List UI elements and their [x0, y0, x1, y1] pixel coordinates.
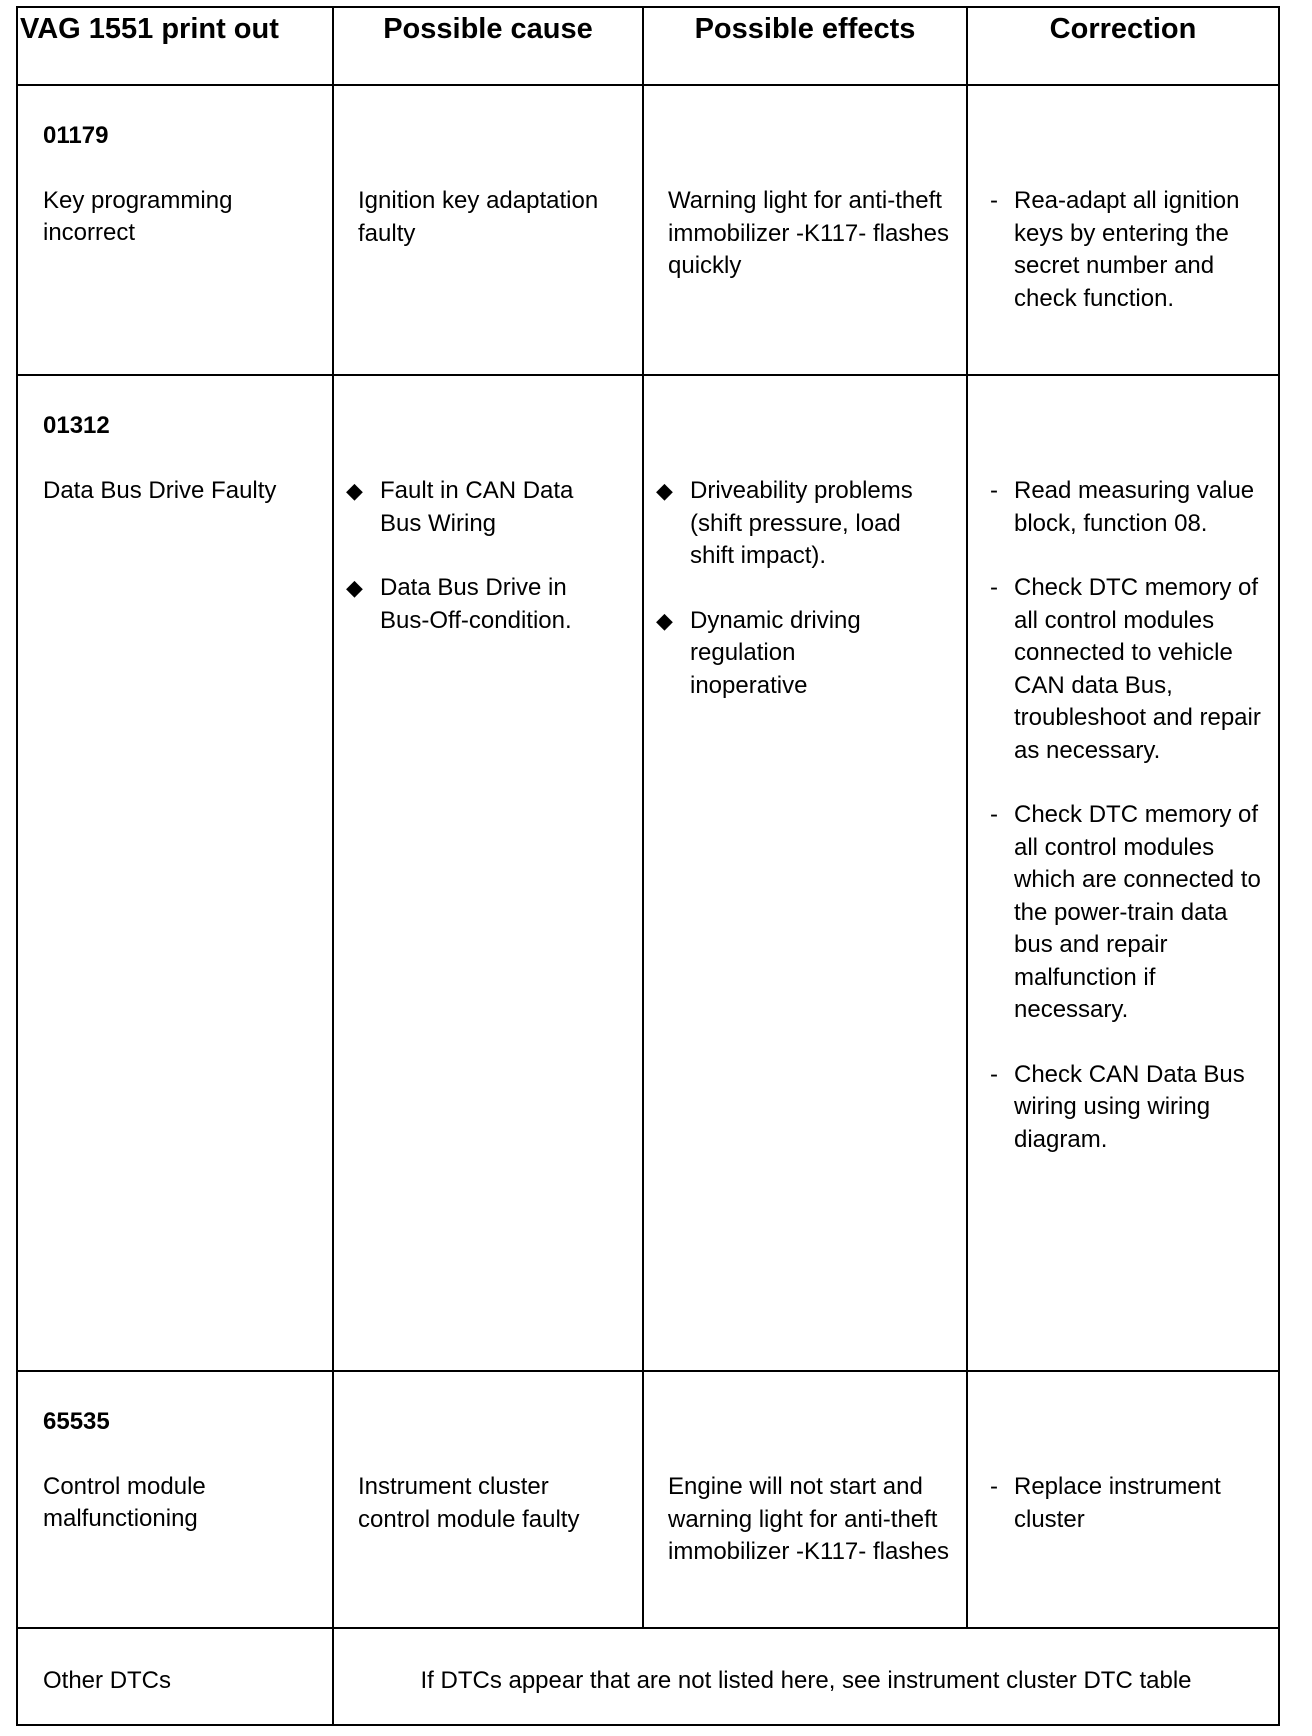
row-01312-printout: [43, 410, 313, 507]
correction-item: - Replace instrument cluster: [990, 1473, 1221, 1533]
row-01179-effects: Warning light for anti-theft immobilizer -K117- flashes quickly: [668, 187, 949, 279]
cause-item: ◆ Data Bus Drive in Bus-Off-condition.: [346, 574, 572, 634]
row-01179-cause: Ignition key adaptation faulty: [358, 187, 599, 247]
diamond-bullet-icon: ◆: [656, 478, 673, 503]
dash-marker: -: [990, 801, 998, 828]
dtc-table: [16, 6, 1280, 1726]
row-65535-cause: Instrument cluster control module faulty: [358, 1473, 580, 1533]
other-dtcs-text: If DTCs appear that are not listed here, see instrument cluster DTC table: [420, 1667, 1192, 1694]
row-01179-correction: [990, 185, 1268, 347]
dtc-description: Key programming incorrect: [43, 186, 233, 246]
column-divider: [332, 8, 334, 1724]
header-cause: Possible cause: [383, 13, 593, 45]
cause-item: ◆ Fault in CAN Data Bus Wiring: [346, 477, 574, 537]
row-65535-printout: [43, 1406, 313, 1536]
dtc-code: 01179: [43, 122, 109, 149]
row-divider: [18, 1627, 1278, 1629]
row-01312-causes: [346, 475, 576, 669]
diamond-bullet-icon: ◆: [346, 478, 363, 503]
header-correction: Correction: [1049, 13, 1197, 45]
dtc-description: Data Bus Drive Faulty: [43, 476, 277, 504]
column-divider: [966, 8, 968, 1627]
column-divider: [642, 8, 644, 1627]
dash-marker: -: [990, 187, 998, 214]
diamond-bullet-icon: ◆: [656, 607, 673, 633]
row-01312-effects: [656, 475, 916, 734]
correction-item: - Rea-adapt all ignition keys by entering the secret number and check function.: [990, 187, 1240, 312]
dash-marker: -: [990, 477, 998, 504]
effect-item: ◆ Driveability problems (shift pressure, load shift impact).: [656, 477, 913, 569]
correction-item: - Check DTC memory of all control modules which are connected to the power-train data bus and repair malfunction if necessary.: [990, 801, 1261, 1023]
correction-item: - Read measuring value block, function 08.: [990, 477, 1255, 537]
dash-marker: -: [990, 574, 998, 601]
dtc-description: Control module malfunctioning: [43, 1472, 206, 1532]
correction-item: - Check CAN Data Bus wiring using wiring diagram.: [990, 1060, 1245, 1153]
effect-item: ◆ Dynamic driving regulation inoperative: [656, 606, 861, 699]
row-65535-correction: [990, 1471, 1268, 1568]
header-effects: Possible effects: [694, 13, 916, 45]
row-01179-printout: [43, 120, 313, 250]
correction-item: - Check DTC memory of all control modules connected to vehicle CAN data Bus, troubleshoot and repair as necessary.: [990, 574, 1261, 764]
diamond-bullet-icon: ◆: [346, 575, 363, 600]
row-divider: [18, 1370, 1278, 1372]
dtc-code: 01312: [43, 412, 110, 439]
row-divider: [18, 374, 1278, 376]
other-dtcs-label: Other DTCs: [43, 1667, 172, 1694]
dtc-code: 65535: [43, 1408, 110, 1435]
header-printout: VAG 1551 print out: [20, 13, 279, 45]
row-01312-correction: [990, 475, 1268, 1188]
row-65535-effects: Engine will not start and warning light for anti-theft immobilizer -K117- flashes: [668, 1473, 949, 1565]
dash-marker: -: [990, 1473, 998, 1500]
dash-marker: -: [990, 1060, 998, 1088]
